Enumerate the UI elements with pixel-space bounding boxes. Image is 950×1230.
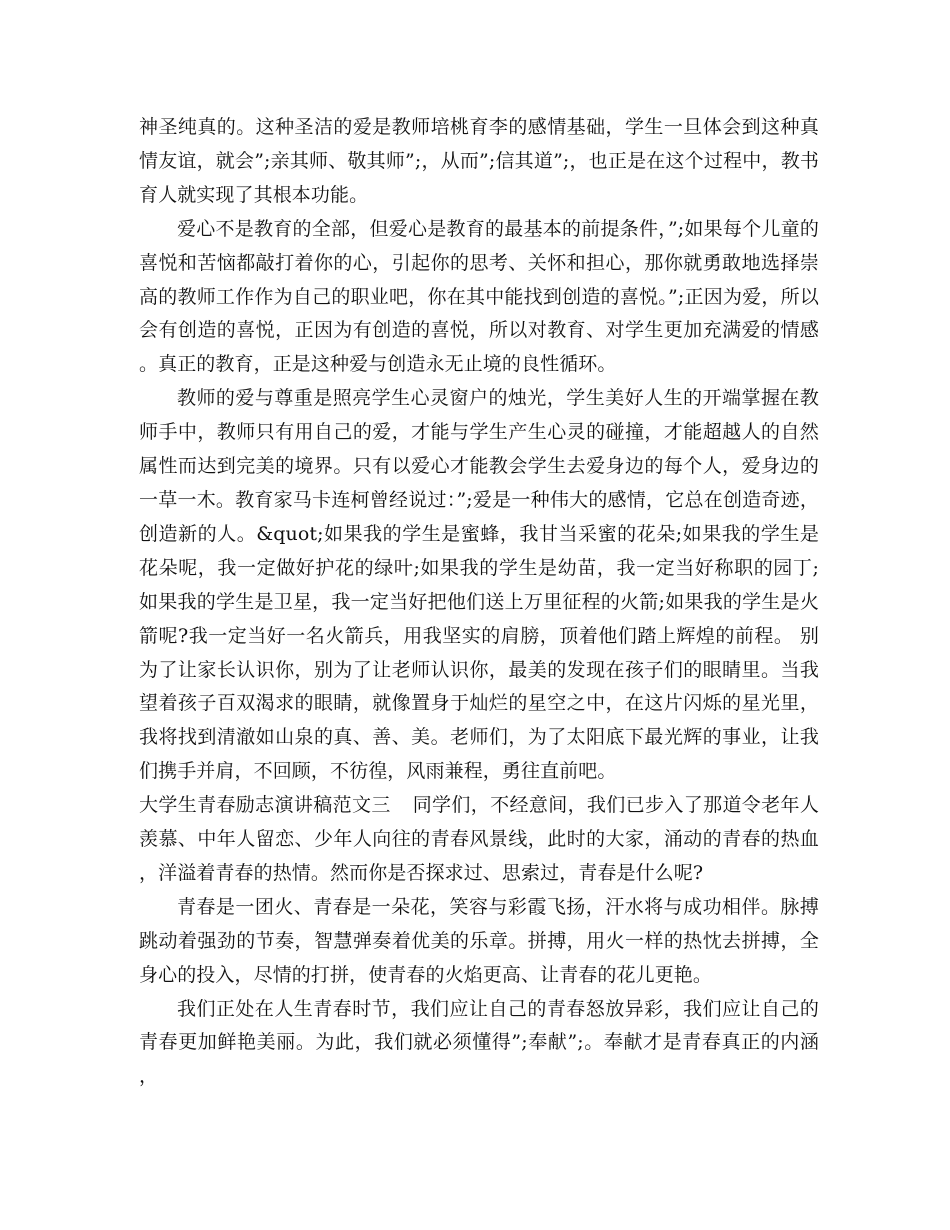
section-intro (139, 789, 819, 891)
document-body (139, 111, 819, 1094)
paragraph-5: 我们正处在人生青春时节，我们应让自己的青春怒放异彩，我们应让自己的青春更加鲜艳美丽。为此，我们就必须懂得”;奉献”;。奉献才是青春真正的内涵， (139, 997, 819, 1088)
paragraph-4: 青春是一团火、青春是一朵花，笑容与彩霞飞扬，汗水将与成功相伴。脉搏跳动着强劲的节奏，智慧弹奏着优美的乐章。拼搏，用火一样的热忱去拼搏，全身心的投入，尽情的打拼，使青春的火焰更高、让青春的花儿更艳。 (139, 895, 819, 986)
paragraph-1: 神圣纯真的。这种圣洁的爱是教师培桃育李的感情基础，学生一旦体会到这种真情友谊，就会”;亲其师、敬其师”;，从而”;信其道”;，也正是在这个过程中，教书育人就实现了其根本功能。 (139, 116, 819, 206)
section-intro-text: 同学们，不经意间，我们已步入了那道令老年人羡慕、中年人留恋、少年人向往的青春风景线，此时的大家，涌动的青春的热血，洋溢着青春的热情。然而你是否探求过、思索过，青春是什么呢? (139, 794, 819, 884)
section-title: 大学生青春励志演讲稿范文三 (139, 794, 391, 817)
paragraph-3: 教师的爱与尊重是照亮学生心灵窗户的烛光，学生美好人生的开端掌握在教师手中，教师只有用自己的爱，才能与学生产生心灵的碰撞，才能超越人的自然属性而达到完美的境界。只有以爱心才能教会学生去爱身边的每个人，爱身边的一草一木。教育家马卡连柯曾经说过：”;爱是一种伟大的感情，它总在创造奇迹，创造新的人。&quot;如果我的学生是蜜蜂，我甘当采蜜的花朵;如果我的学生是花朵呢，我一定做好护花的绿叶;如果我的学生是幼苗，我一定当好称职的园丁;如果我的学生是卫星，我一定当好把他们送上万里征程的火箭;如果我的学生是火箭呢?我一定当好一名火箭兵，用我坚实的肩膀，顶着他们踏上辉煌的前程。 别为了让家长认识你，别为了让老师认识你，最美的发现在孩子们的眼睛里。当我望着孩子百双渴求的眼睛，就像置身于灿烂的星空之中，在这片闪烁的星光里，我将找到清澈如山泉的真、善、美。老师们，为了太阳底下最光辉的事业，让我们携手并肩，不回顾，不彷徨，风雨兼程，勇往直前吧。 (139, 387, 819, 783)
paragraph-2: 爱心不是教育的全部，但爱心是教育的最基本的前提条件，”;如果每个儿童的喜悦和苦恼都敲打着你的心，引起你的思考、关怀和担心，那你就勇敢地选择崇高的教师工作作为自己的职业吧，你在其中能找到创造的喜悦。”;正因为爱，所以会有创造的喜悦，正因为有创造的喜悦，所以对教育、对学生更加充满爱的情感。真正的教育，正是这种爱与创造永无止境的良性循环。 (139, 217, 819, 376)
